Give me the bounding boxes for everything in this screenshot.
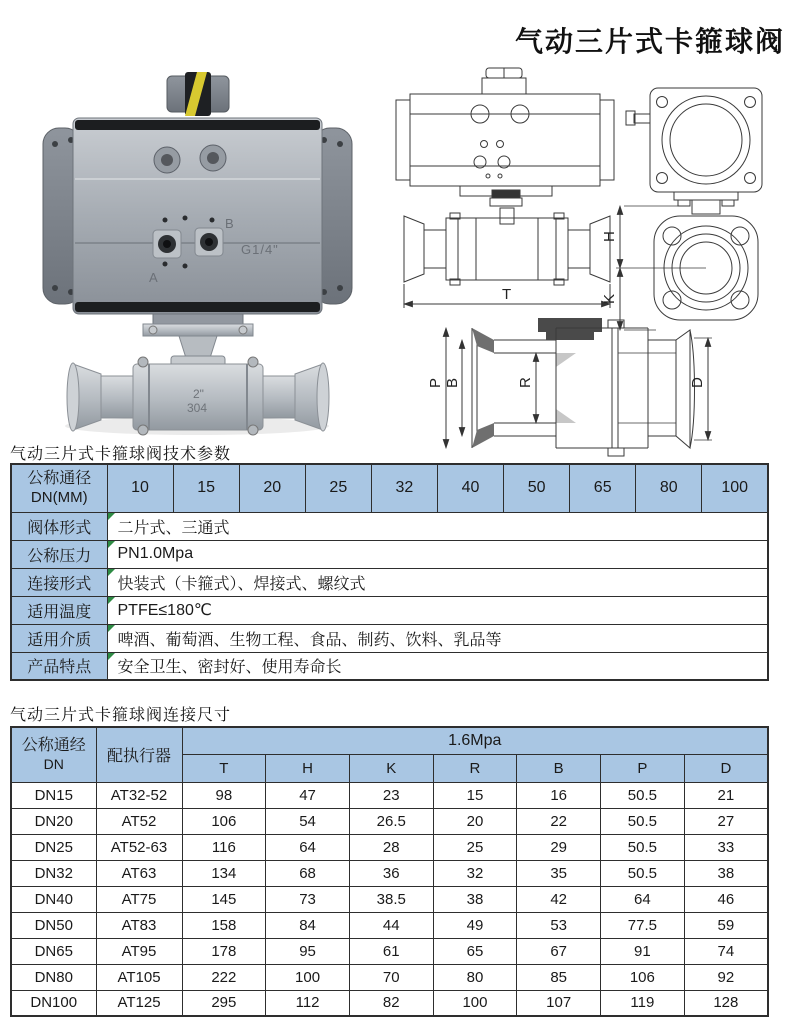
spec-row-label: 公称压力: [11, 540, 107, 568]
dim-value-cell: 28: [349, 834, 433, 860]
dim-value-cell: 106: [182, 808, 266, 834]
dim-dn-cell: DN40: [11, 886, 96, 912]
dim-value-cell: 50.5: [601, 860, 685, 886]
dim-actuator-header: 配执行器: [96, 727, 182, 782]
dim-table-row: [11, 938, 768, 964]
thread-marking: G1/4": [241, 242, 279, 257]
dim-value-cell: 36: [349, 860, 433, 886]
size-stamp: 2": [193, 387, 204, 401]
dim-value-cell: 32: [433, 860, 517, 886]
dim-dn-cell: DN20: [11, 808, 96, 834]
spec-row-label: 产品特点: [11, 652, 107, 680]
dim-column-header: K: [349, 754, 433, 782]
dim-value-cell: 68: [266, 860, 350, 886]
dim-value-cell: 20: [433, 808, 517, 834]
dim-column-header: H: [266, 754, 350, 782]
dim-dn-cell: DN25: [11, 834, 96, 860]
spec-row: [11, 512, 768, 540]
technical-drawings: [388, 66, 790, 462]
mounting-bracket: [143, 314, 253, 368]
spec-corner-header: [11, 464, 107, 512]
dim-value-cell: 73: [266, 886, 350, 912]
section-view: [427, 318, 712, 456]
dim-value-cell: 178: [182, 938, 266, 964]
dim-value-cell: 107: [517, 990, 601, 1016]
dim-value-cell: 84: [266, 912, 350, 938]
page-title: 气动三片式卡箍球阀: [514, 26, 785, 57]
port-a-label: A: [149, 270, 158, 285]
dim-value-cell: 145: [182, 886, 266, 912]
dim-value-cell: 158: [182, 912, 266, 938]
dim-value-cell: 42: [517, 886, 601, 912]
dim-dn-cell: DN65: [11, 938, 96, 964]
dim-table-row: [11, 782, 768, 808]
dim-corner-line1: 公称通经: [21, 737, 86, 754]
spec-table-caption: 气动三片式卡箍球阀技术参数: [10, 446, 232, 463]
dim-value-cell: 82: [349, 990, 433, 1016]
product-photo: [15, 58, 380, 440]
dim-table-row: [11, 860, 768, 886]
dim-actuator-cell: AT52: [96, 808, 182, 834]
spec-row-label: 阀体形式: [11, 512, 107, 540]
dim-value-cell: 23: [349, 782, 433, 808]
spec-corner-line1: 公称通径: [27, 469, 92, 487]
dim-value-cell: 100: [433, 990, 517, 1016]
dim-d-label: D: [689, 377, 706, 388]
dim-value-cell: 21: [684, 782, 768, 808]
dim-table-row: [11, 964, 768, 990]
dim-value-cell: 38: [433, 886, 517, 912]
dim-value-cell: 22: [517, 808, 601, 834]
spec-row-value: 二片式、三通式: [107, 512, 768, 540]
spec-dn-size-cell: 40: [437, 464, 503, 512]
spec-dn-size-cell: 15: [173, 464, 239, 512]
spec-row-value: 安全卫生、密封好、使用寿命长: [107, 652, 768, 680]
dim-value-cell: 119: [601, 990, 685, 1016]
dim-value-cell: 95: [266, 938, 350, 964]
dim-actuator-cell: AT75: [96, 886, 182, 912]
dim-corner-header: [11, 727, 96, 782]
dim-dn-cell: DN32: [11, 860, 96, 886]
dim-value-cell: 128: [684, 990, 768, 1016]
dim-p-label: P: [427, 377, 444, 388]
dim-value-cell: 70: [349, 964, 433, 990]
spec-row: [11, 540, 768, 568]
dim-h-label: H: [601, 231, 618, 242]
spec-dn-size-cell: 100: [702, 464, 768, 512]
dim-column-header: T: [182, 754, 266, 782]
spec-row-value: PTFE≤180℃: [107, 596, 768, 624]
dim-dn-cell: DN15: [11, 782, 96, 808]
dim-actuator-cell: AT125: [96, 990, 182, 1016]
dim-value-cell: 47: [266, 782, 350, 808]
dim-value-cell: 64: [266, 834, 350, 860]
dim-value-cell: 27: [684, 808, 768, 834]
dim-value-cell: 35: [517, 860, 601, 886]
dim-value-cell: 92: [684, 964, 768, 990]
ball-valve-body: [65, 357, 329, 435]
dimension-drawing: [388, 66, 790, 462]
material-stamp: 304: [187, 401, 208, 415]
dim-value-cell: 46: [684, 886, 768, 912]
dim-value-cell: 26.5: [349, 808, 433, 834]
dim-k-label: K: [601, 293, 618, 304]
dim-r-label: R: [517, 377, 534, 388]
dim-value-cell: 106: [601, 964, 685, 990]
dim-value-cell: 74: [684, 938, 768, 964]
dim-table-caption: 气动三片式卡箍球阀连接尺寸: [10, 707, 232, 724]
dim-column-header: B: [517, 754, 601, 782]
dim-value-cell: 91: [601, 938, 685, 964]
dimension-table: [10, 726, 769, 1017]
spec-row-label: 连接形式: [11, 568, 107, 596]
dim-value-cell: 50.5: [601, 782, 685, 808]
spec-dn-size-cell: 20: [239, 464, 305, 512]
dim-value-cell: 64: [601, 886, 685, 912]
dim-pressure-header: 1.6Mpa: [182, 727, 768, 754]
dim-table-row: [11, 912, 768, 938]
dim-corner-line2: DN: [43, 756, 64, 772]
dim-dn-cell: DN80: [11, 964, 96, 990]
dim-actuator-cell: AT63: [96, 860, 182, 886]
dim-value-cell: 54: [266, 808, 350, 834]
dim-value-cell: 85: [517, 964, 601, 990]
dim-value-cell: 134: [182, 860, 266, 886]
dim-actuator-cell: AT52-63: [96, 834, 182, 860]
spec-row-value: 啤酒、葡萄酒、生物工程、食品、制药、饮料、乳品等: [107, 624, 768, 652]
spec-dn-size-cell: 50: [504, 464, 570, 512]
spec-corner-line2: DN(MM): [30, 488, 88, 506]
dim-value-cell: 15: [433, 782, 517, 808]
spec-dn-size-cell: 10: [107, 464, 173, 512]
dim-table-row: [11, 886, 768, 912]
dim-value-cell: 80: [433, 964, 517, 990]
dim-value-cell: 50.5: [601, 834, 685, 860]
dim-dn-cell: DN100: [11, 990, 96, 1016]
dim-value-cell: 61: [349, 938, 433, 964]
dim-value-cell: 222: [182, 964, 266, 990]
dim-table-row: [11, 834, 768, 860]
spec-table: [10, 463, 769, 681]
dim-value-cell: 53: [517, 912, 601, 938]
position-indicator: [167, 72, 229, 116]
dim-value-cell: 100: [266, 964, 350, 990]
spec-row-label: 适用温度: [11, 596, 107, 624]
product-photo-illustration: [15, 58, 380, 440]
dim-actuator-cell: AT83: [96, 912, 182, 938]
dim-b-label: B: [444, 377, 461, 388]
dim-value-cell: 29: [517, 834, 601, 860]
dim-value-cell: 67: [517, 938, 601, 964]
dim-value-cell: 98: [182, 782, 266, 808]
dim-value-cell: 33: [684, 834, 768, 860]
dim-value-cell: 49: [433, 912, 517, 938]
dim-value-cell: 295: [182, 990, 266, 1016]
spec-row-value: PN1.0Mpa: [107, 540, 768, 568]
dim-actuator-cell: AT95: [96, 938, 182, 964]
dim-value-cell: 50.5: [601, 808, 685, 834]
dim-t-label: T: [502, 286, 512, 303]
dim-dn-cell: DN50: [11, 912, 96, 938]
dim-actuator-cell: AT105: [96, 964, 182, 990]
dim-value-cell: 116: [182, 834, 266, 860]
dim-value-cell: 77.5: [601, 912, 685, 938]
front-view: [396, 68, 614, 308]
dim-value-cell: 38.5: [349, 886, 433, 912]
dim-actuator-cell: AT32-52: [96, 782, 182, 808]
spec-row: [11, 652, 768, 680]
spec-dn-size-cell: 32: [371, 464, 437, 512]
pneumatic-actuator: [43, 118, 352, 314]
dim-column-header: P: [601, 754, 685, 782]
dim-value-cell: 112: [266, 990, 350, 1016]
dim-column-header: D: [684, 754, 768, 782]
dim-value-cell: 16: [517, 782, 601, 808]
spec-header-row: [11, 464, 768, 512]
spec-dn-size-cell: 25: [305, 464, 371, 512]
dim-header-row-1: [11, 727, 768, 754]
dim-value-cell: 44: [349, 912, 433, 938]
dim-table-row: [11, 808, 768, 834]
spec-row: [11, 568, 768, 596]
spec-dn-size-cell: 80: [636, 464, 702, 512]
dim-column-header: R: [433, 754, 517, 782]
port-b-label: B: [225, 216, 234, 231]
spec-row-label: 适用介质: [11, 624, 107, 652]
dim-table-row: [11, 990, 768, 1016]
spec-row: [11, 596, 768, 624]
dim-value-cell: 38: [684, 860, 768, 886]
end-view: [601, 88, 762, 330]
dim-value-cell: 25: [433, 834, 517, 860]
spec-row-value: 快装式（卡箍式）、焊接式、螺纹式: [107, 568, 768, 596]
dim-value-cell: 65: [433, 938, 517, 964]
spec-row: [11, 624, 768, 652]
spec-dn-size-cell: 65: [570, 464, 636, 512]
dim-value-cell: 59: [684, 912, 768, 938]
